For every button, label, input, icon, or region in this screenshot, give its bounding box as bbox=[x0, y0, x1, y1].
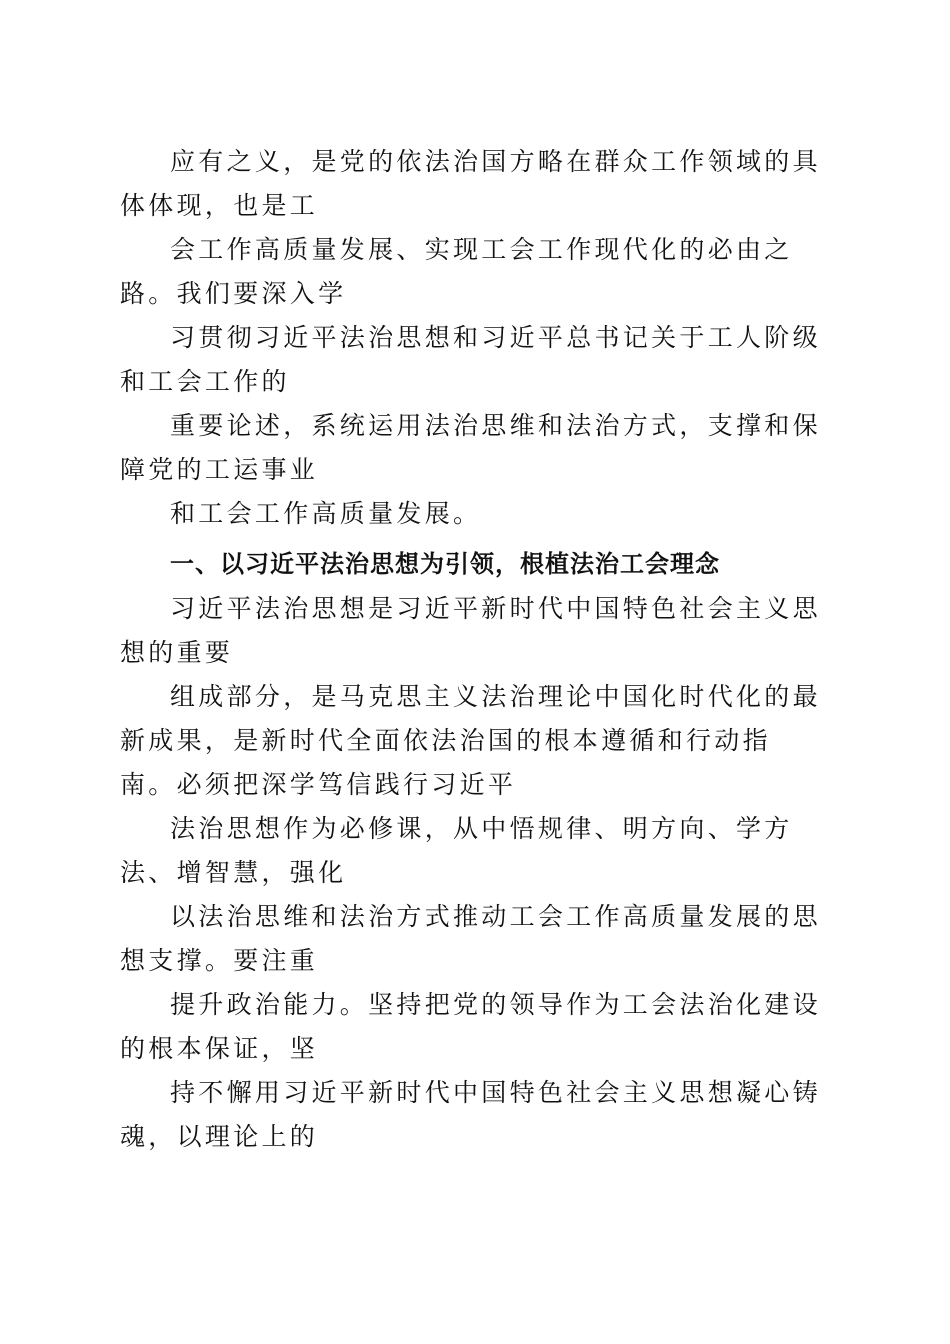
paragraph-4: 重要论述，系统运用法治思维和法治方式，支撑和保障党的工运事业 bbox=[120, 411, 821, 484]
paragraph-2: 会工作高质量发展、实现工会工作现代化的必由之路。我们要深入学 bbox=[120, 235, 793, 308]
paragraph-10: 提升政治能力。坚持把党的领导作为工会法治化建设的根本保证，坚 bbox=[120, 990, 821, 1063]
paragraph-3: 习贯彻习近平法治思想和习近平总书记关于工人阶级和工会工作的 bbox=[120, 323, 821, 396]
section-heading: 一、以习近平法治思想为引领，根植法治工会理念 bbox=[170, 550, 720, 578]
paragraph-6: 习近平法治思想是习近平新时代中国特色社会主义思想的重要 bbox=[120, 594, 821, 667]
paragraph-1: 应有之义，是党的依法治国方略在群众工作领域的具体体现，也是工 bbox=[120, 147, 821, 220]
paragraph-9: 以法治思维和法治方式推动工会工作高质量发展的思想支撑。要注重 bbox=[120, 902, 821, 975]
paragraph-8: 法治思想作为必修课，从中悟规律、明方向、学方法、增智慧，强化 bbox=[120, 814, 793, 887]
paragraph-11: 持不懈用习近平新时代中国特色社会主义思想凝心铸魂，以理论上的 bbox=[120, 1078, 821, 1151]
paragraph-7: 组成部分，是马克思主义法治理论中国化时代化的最新成果，是新时代全面依法治国的根本遵循和行动指南。必须把深学笃信践行习近平 bbox=[120, 682, 821, 799]
paragraph-5: 和工会工作高质量发展。 bbox=[170, 499, 482, 528]
